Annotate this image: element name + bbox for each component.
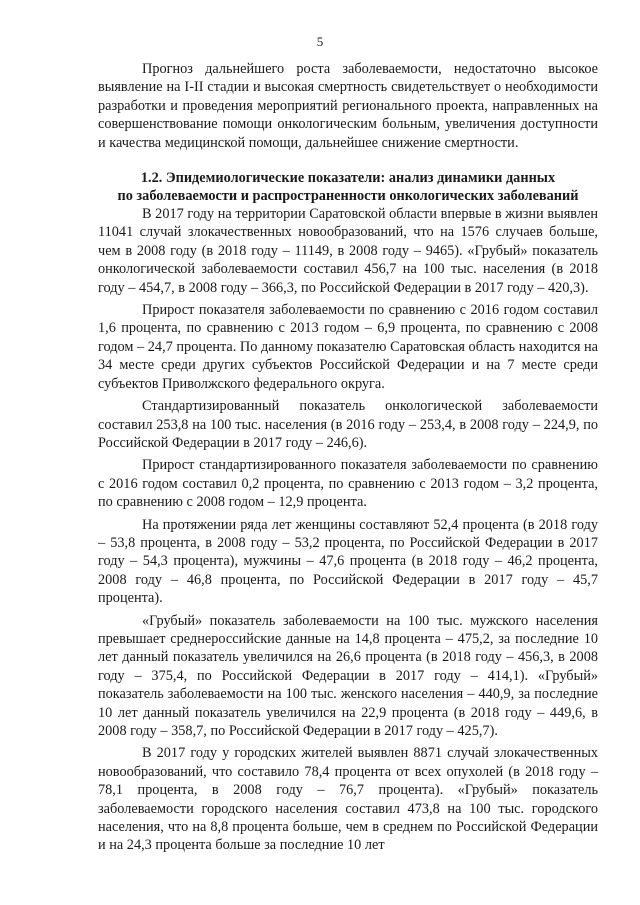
section-heading bbox=[98, 170, 598, 205]
section-heading-line-1: 1.2. Эпидемиологические показатели: анализ динамики данных bbox=[140, 170, 556, 187]
page-number: 5 bbox=[316, 34, 324, 49]
paragraph-6: «Грубый» показатель заболеваемости на 100 тыс. мужского населения превышает среднероссийские данные на 14,8 процента – 475,2, за последние 10 лет данный показатель увеличился на 26,6 процента (в 2018 году – 456,3, в 2008 году – 375,4, по Российской Федерации в 2017 году – 414,1). «Грубый» показатель заболеваемости на 100 тыс. женского населения – 440,9, за последние 10 лет данный показатель увеличился на 22,9 процента (в 2018 году – 449,6, в 2008 году – 358,7, по Российской Федерации в 2017 году – 425,7). bbox=[98, 612, 598, 739]
paragraph-5: На протяжении ряда лет женщины составляют 52,4 процента (в 2018 году – 53,8 процента, в 2008 году – 53,2 процента, по Российской Федерации в 2017 году – 54,3 процента), мужчины – 47,6 процента (в 2018 году – 46,2 процента, 2008 году – 46,8 процента, по Российской Федерации в 2017 году – 45,7 процента). bbox=[98, 516, 598, 607]
paragraph-4: Прирост стандартизированного показателя заболеваемости по сравнению с 2016 годом составил 0,2 процента, по сравнению с 2013 годом – 3,2 процента, по сравнению с 2008 годом – 12,9 процента. bbox=[98, 457, 598, 511]
intro-paragraph: Прогноз дальнейшего роста заболеваемости, недостаточно высокое выявление на I-II стадии и высокая смертность свидетельствует о необходимости разработки и проведения мероприятий регионального проекта, направленных на совершенствование помощи онкологическим больным, увеличения доступности и качества медицинской помощи, дальнейшее снижение смертности. bbox=[98, 61, 598, 151]
section-heading-line-2: по заболеваемости и распространенности онкологических заболеваний bbox=[117, 187, 579, 204]
paragraph-7: В 2017 году у городских жителей выявлен 8871 случай злокачественных новообразований, что составило 78,4 процента от всех опухолей (в 2018 году – 78,1 процента, в 2008 году – 76,7 процента). «Грубый» показатель заболеваемости городского населения составил 473,8 на 100 тыс. городского населения, что на 8,8 процента больше, чем в среднем по Российской Федерации и на 24,3 процента больше за последние 10 лет bbox=[98, 745, 598, 854]
page-content bbox=[98, 60, 598, 855]
paragraph-3: Стандартизированный показатель онкологической заболеваемости составил 253,8 на 100 тыс. населения (в 2016 году – 253,4, в 2008 году – 224,9, по Российской Федерации в 2017 году – 246,6). bbox=[98, 398, 598, 451]
paragraph-2: Прирост показателя заболеваемости по сравнению с 2016 годом составил 1,6 процента, по сравнению с 2013 годом – 6,9 процента, по сравнению с 2008 годом – 24,7 процента. По данному показателю Саратовская область находится на 34 месте среди других субъектов Российской Федерации и на 7 месте среди субъектов Приволжского федерального округа. bbox=[98, 302, 598, 392]
paragraph-1: В 2017 году на территории Саратовской области впервые в жизни выявлен 11041 случай злокачественных новообразований, что на 1576 случаев больше, чем в 2008 году (в 2018 году – 11149, в 2008 году – 9465). «Грубый» показатель онкологической заболеваемости составил 456,7 на 100 тыс. населения (в 2018 году – 454,7, в 2008 году – 366,3, по Российской Федерации в 2017 году – 420,3). bbox=[98, 206, 598, 296]
